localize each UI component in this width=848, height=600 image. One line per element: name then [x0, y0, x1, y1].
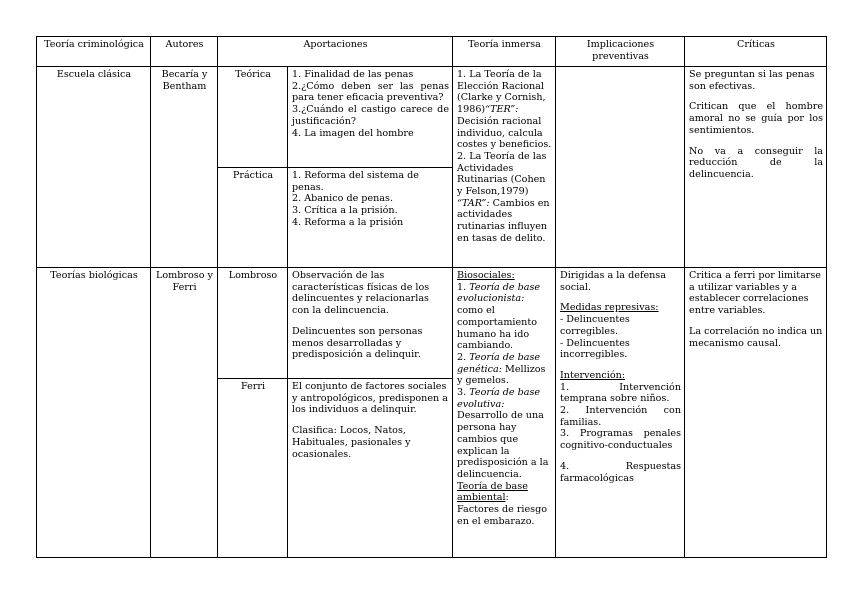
- ter-acronym: “TER”:: [485, 104, 519, 116]
- teoria-ambiental: [457, 481, 552, 528]
- critica-text: Critican que el hombre amoral no se guía por los sentimientos.: [689, 101, 824, 136]
- cell-lombroso-text: [288, 268, 453, 379]
- cell-inmersa-biologicas: [453, 268, 556, 558]
- biosociales-heading: Biosociales:: [457, 270, 515, 281]
- num: 3.: [457, 387, 467, 399]
- header-row: [37, 37, 827, 67]
- teoria-genetica: [457, 352, 552, 387]
- row-escuela-clasica: [37, 67, 827, 168]
- cell-teorica-label: Teórica: [218, 67, 288, 168]
- num: 2.: [457, 351, 467, 363]
- medidas-heading: Medidas represivas:: [560, 302, 659, 314]
- list-item: 3.¿Cuándo el castigo carece de justificación?: [292, 104, 450, 127]
- header-teoria-inmersa: Teoría inmersa: [453, 37, 556, 67]
- teorica-list: [292, 69, 449, 139]
- critica-text: Critica a ferri por limitarse a utilizar variables y a establecer correlaciones entre variables.: [689, 270, 821, 317]
- teoria-evolucionista: [457, 282, 552, 352]
- cell-implicaciones-clasica: [556, 67, 685, 268]
- cell-teorica-items: [288, 67, 453, 168]
- ferri-paragraph: El conjunto de factores sociales y antropológicos, predisponen a los individuos a delinquir.: [292, 381, 448, 416]
- list-item: 4. Respuestas farmacológicas: [560, 460, 682, 484]
- tar-title: 2. La Teoría de las Actividades Rutinarias (Cohen y Felson,1979): [457, 150, 547, 198]
- criminology-theories-table: [36, 36, 827, 558]
- theory-text: Mellizos y gemelos.: [457, 363, 546, 387]
- cell-practica-label: Práctica: [218, 168, 288, 268]
- inmersa-ter: [457, 69, 552, 151]
- header-criticas: Críticas: [685, 37, 827, 67]
- colon: :: [505, 492, 509, 504]
- num: 1.: [457, 281, 467, 293]
- critica-text: La correlación no indica un mecanismo causal.: [689, 325, 823, 349]
- cell-teorias-biologicas: Teorías biológicas: [37, 268, 151, 558]
- lombroso-paragraph: Delincuentes son personas menos desarrolladas y predisposición a delinquir.: [292, 325, 423, 361]
- inmersa-tar: [457, 151, 552, 245]
- intervencion-heading: Intervención:: [560, 369, 626, 381]
- list-item: 1. Finalidad de las penas: [292, 69, 414, 80]
- cell-criticas-biologicas: [685, 268, 827, 558]
- row-teorias-biologicas: [37, 268, 827, 379]
- list-item: - Delincuentes corregibles.: [560, 314, 630, 337]
- ferri-paragraph: Clasifica: Locos, Natos, Habituales, pasionales y ocasionales.: [292, 425, 411, 460]
- cell-escuela-clasica: Escuela clásica: [37, 67, 151, 268]
- cell-implicaciones-biologicas: [556, 268, 685, 558]
- cell-ferri-label: Ferri: [218, 379, 288, 558]
- cell-ferri-text: [288, 379, 453, 558]
- theory-text: Desarrollo de una persona hay cambios que explican la predisposición a la delincuencia.: [457, 410, 549, 480]
- header-autores: Autores: [151, 37, 218, 67]
- cell-autores-clasica: Becaría y Bentham: [151, 67, 218, 268]
- list-item: 2. Intervención con familias.: [560, 405, 682, 428]
- ter-title: 1. La Teoría de la Elección Racional (Clarke y Cornish, 1986): [457, 69, 546, 116]
- theory-name: Teoría de base genética:: [457, 351, 541, 375]
- list-item: 4. La imagen del hombre: [292, 127, 414, 139]
- lombroso-paragraph: Observación de las características físicas de los delincuentes y relacionarlas con la delincuencia.: [292, 270, 430, 317]
- cell-practica-items: [288, 168, 453, 268]
- cell-lombroso-label: Lombroso: [218, 268, 288, 379]
- tar-text: Cambios en actividades rutinarias influyen en tasas de delito.: [457, 197, 550, 244]
- list-item: 2.¿Cómo deben ser las penas para tener eficacia preventiva?: [292, 80, 450, 104]
- implicacion-text: Dirigidas a la defensa social.: [560, 270, 666, 293]
- header-aportaciones: Aportaciones: [218, 37, 453, 67]
- list-item: - Delincuentes incorregibles.: [560, 337, 630, 361]
- theory-name: Teoría de base evolutiva:: [457, 387, 541, 410]
- theory-text: como el comportamiento humano ha ido cambiando.: [457, 305, 537, 352]
- list-item: 2. Abanico de penas.: [292, 193, 393, 205]
- header-implicaciones: Implicaciones preventivas: [556, 37, 685, 67]
- theory-name: Teoría de base ambiental: [457, 480, 528, 504]
- list-item: 4. Reforma a la prisión: [292, 216, 404, 228]
- theory-name: Teoría de base evolucionista:: [457, 281, 541, 305]
- list-item: 1. Intervención temprana sobre niños.: [560, 381, 682, 405]
- tar-acronym: “TAR”:: [457, 197, 490, 209]
- list-item: 3. Crítica a la prisión.: [292, 205, 398, 217]
- practica-list: [292, 170, 449, 229]
- list-item: 1. Reforma del sistema de penas.: [292, 170, 419, 193]
- cell-criticas-clasica: [685, 67, 827, 268]
- cell-autores-biologicas: Lombroso y Ferri: [151, 268, 218, 558]
- header-teoria: Teoría criminológica: [37, 37, 151, 67]
- list-item: 3. Programas penales cognitivo-conductuales: [560, 428, 682, 452]
- critica-text: No va a conseguir la reducción de la delincuencia.: [689, 145, 824, 180]
- theory-text: Factores de riesgo en el embarazo.: [457, 504, 548, 527]
- teoria-evolutiva: [457, 387, 552, 481]
- cell-inmersa-clasica: [453, 67, 556, 268]
- ter-text: Decisión racional individuo, calcula costes y beneficios.: [457, 115, 552, 151]
- critica-text: Se preguntan si las penas son efectivas.: [689, 69, 815, 92]
